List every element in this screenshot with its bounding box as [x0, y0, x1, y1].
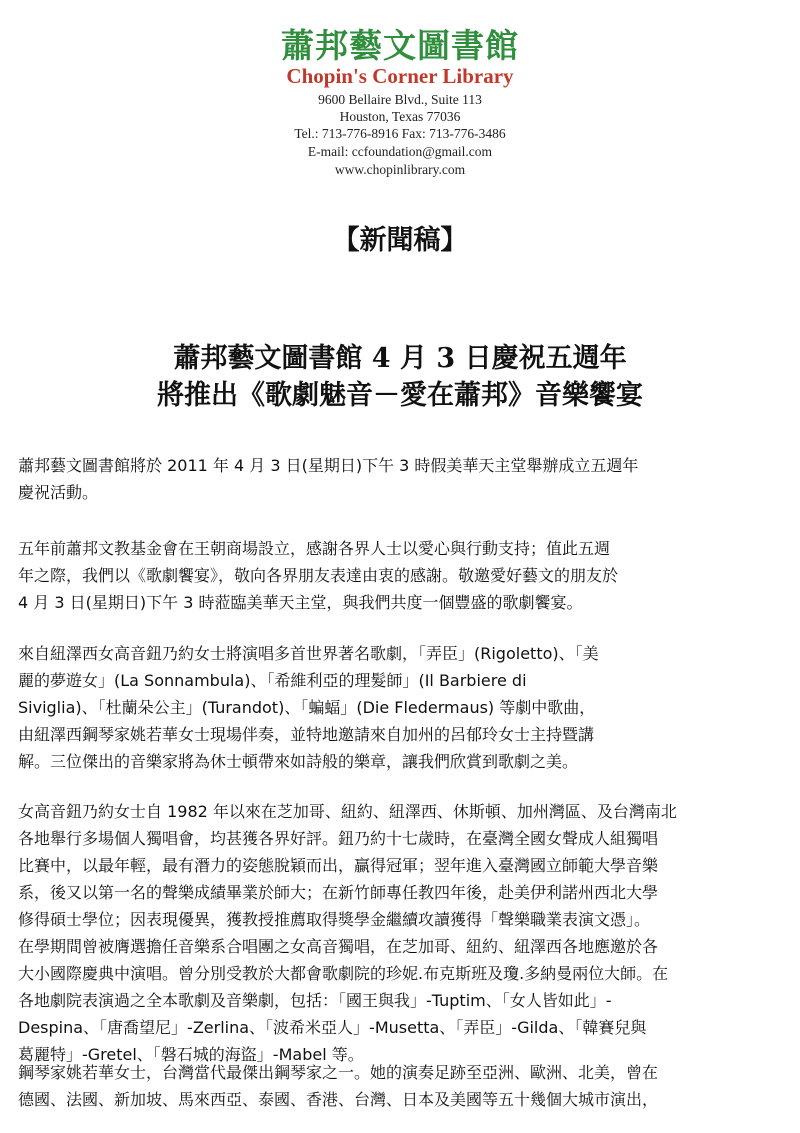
website-url: www.chopinlibrary.com — [334, 162, 466, 177]
press-release-label: 【新聞稿】 — [332, 225, 468, 256]
paragraph-2 — [18, 535, 783, 616]
text-line: 比賽中，以最年輕，最有潛力的姿態脫穎而出，贏得冠軍；翌年進入臺灣國立師範大學音樂 — [18, 856, 659, 875]
text-line: Despina、「唐喬望尼」-Zerlina、「波希米亞人」-Musetta、「弄臣」-Gilda、「韓賽兒與 — [18, 1018, 647, 1037]
text-line: 德國、法國、新加坡、馬來西亞、泰國、香港、台灣、日本及美國等五十幾個大城市演出， — [18, 1090, 659, 1109]
address-city: Houston, Texas 77036 — [339, 109, 461, 124]
paragraph-5 — [18, 1059, 783, 1113]
paragraph-1 — [18, 452, 783, 506]
text-line: 女高音鈕乃約女士自 1982 年以來在芝加哥、紐約、紐澤西、休斯頓、加州灣區、及台灣南北 — [18, 802, 677, 821]
headline-line-2: 將推出《歌劇魅音－愛在蕭邦》音樂饗宴 — [157, 380, 643, 411]
headline-line-1: 蕭邦藝文圖書館 4 月 3 日慶祝五週年 — [173, 343, 627, 374]
library-logo-chinese: 蕭邦藝文圖書館 — [281, 26, 519, 65]
text-line: 蕭邦藝文圖書館將於 2011 年 4 月 3 日(星期日)下午 3 時假美華天主堂舉辦成立五週年 — [18, 456, 639, 475]
text-line: 解。三位傑出的音樂家將為休士頓帶來如詩般的樂章，讓我們欣賞到歌劇之美。 — [18, 752, 579, 771]
text-line: 由紐澤西鋼琴家姚若華女士現場伴奏，並特地邀請來自加州的呂郁玲女士主持暨講 — [18, 725, 595, 744]
text-line: 五年前蕭邦文教基金會在王朝商場設立，感謝各界人士以愛心與行動支持；值此五週 — [18, 539, 611, 558]
text-line: 系，後又以第一名的聲樂成績畢業於師大；在新竹師專任教四年後，赴美伊利諾州西北大學 — [18, 883, 659, 902]
text-line: 各地劇院表演過之全本歌劇及音樂劇，包括：「國王與我」-Tuptim、「女人皆如此」- — [18, 991, 612, 1010]
text-line: Siviglia)、「杜蘭朵公主」(Turandot)、「蝙蝠」(Die Fledermaus) 等劇中歌曲， — [18, 698, 596, 717]
text-line: 4 月 3 日(星期日)下午 3 時蒞臨美華天主堂，與我們共度一個豐盛的歌劇饗宴。 — [18, 593, 583, 612]
library-logo-english: Chopin's Corner Library — [286, 64, 514, 88]
text-line: 鋼琴家姚若華女士，台灣當代最傑出鋼琴家之一。她的演奏足跡至亞洲、歐洲、北美，曾在 — [18, 1063, 659, 1082]
paragraph-4 — [18, 798, 783, 1068]
text-line: 各地舉行多場個人獨唱會，均甚獲各界好評。鈕乃約十七歲時，在臺灣全國女聲成人組獨唱 — [18, 829, 659, 848]
email-address: E-mail: ccfoundation@gmail.com — [307, 144, 493, 159]
text-line: 修得碩士學位；因表現優異，獲教授推薦取得獎學金繼續攻讀獲得「聲樂職業表演文憑」。 — [18, 910, 651, 929]
phone-fax: Tel.: 713-776-8916 Fax: 713-776-3486 — [294, 126, 506, 141]
text-line: 慶祝活動。 — [18, 483, 99, 502]
text-line: 葛麗特」-Gretel、「磐石城的海盜」-Mabel 等。 — [18, 1045, 364, 1064]
paragraph-3 — [18, 640, 783, 775]
text-line: 年之際，我們以《歌劇饗宴》，敬向各界朋友表達由衷的感謝。敬邀愛好藝文的朋友於 — [18, 566, 619, 585]
address-street: 9600 Bellaire Blvd., Suite 113 — [318, 92, 482, 107]
text-line: 麗的夢遊女」(La Sonnambula)、「希維利亞的理髮師」(Il Barbiere di — [18, 671, 527, 690]
text-line: 大小國際慶典中演唱。曾分別受教於大都會歌劇院的珍妮.布克斯班及瓊.多納曼兩位大師。在 — [18, 964, 669, 983]
text-line: 來自紐澤西女高音鈕乃約女士將演唱多首世界著名歌劇，「弄臣」(Rigoletto)、「美 — [18, 644, 599, 663]
text-line: 在學期間曾被膺選擔任音樂系合唱團之女高音獨唱，在芝加哥、紐約、紐澤西各地應邀於各 — [18, 937, 659, 956]
